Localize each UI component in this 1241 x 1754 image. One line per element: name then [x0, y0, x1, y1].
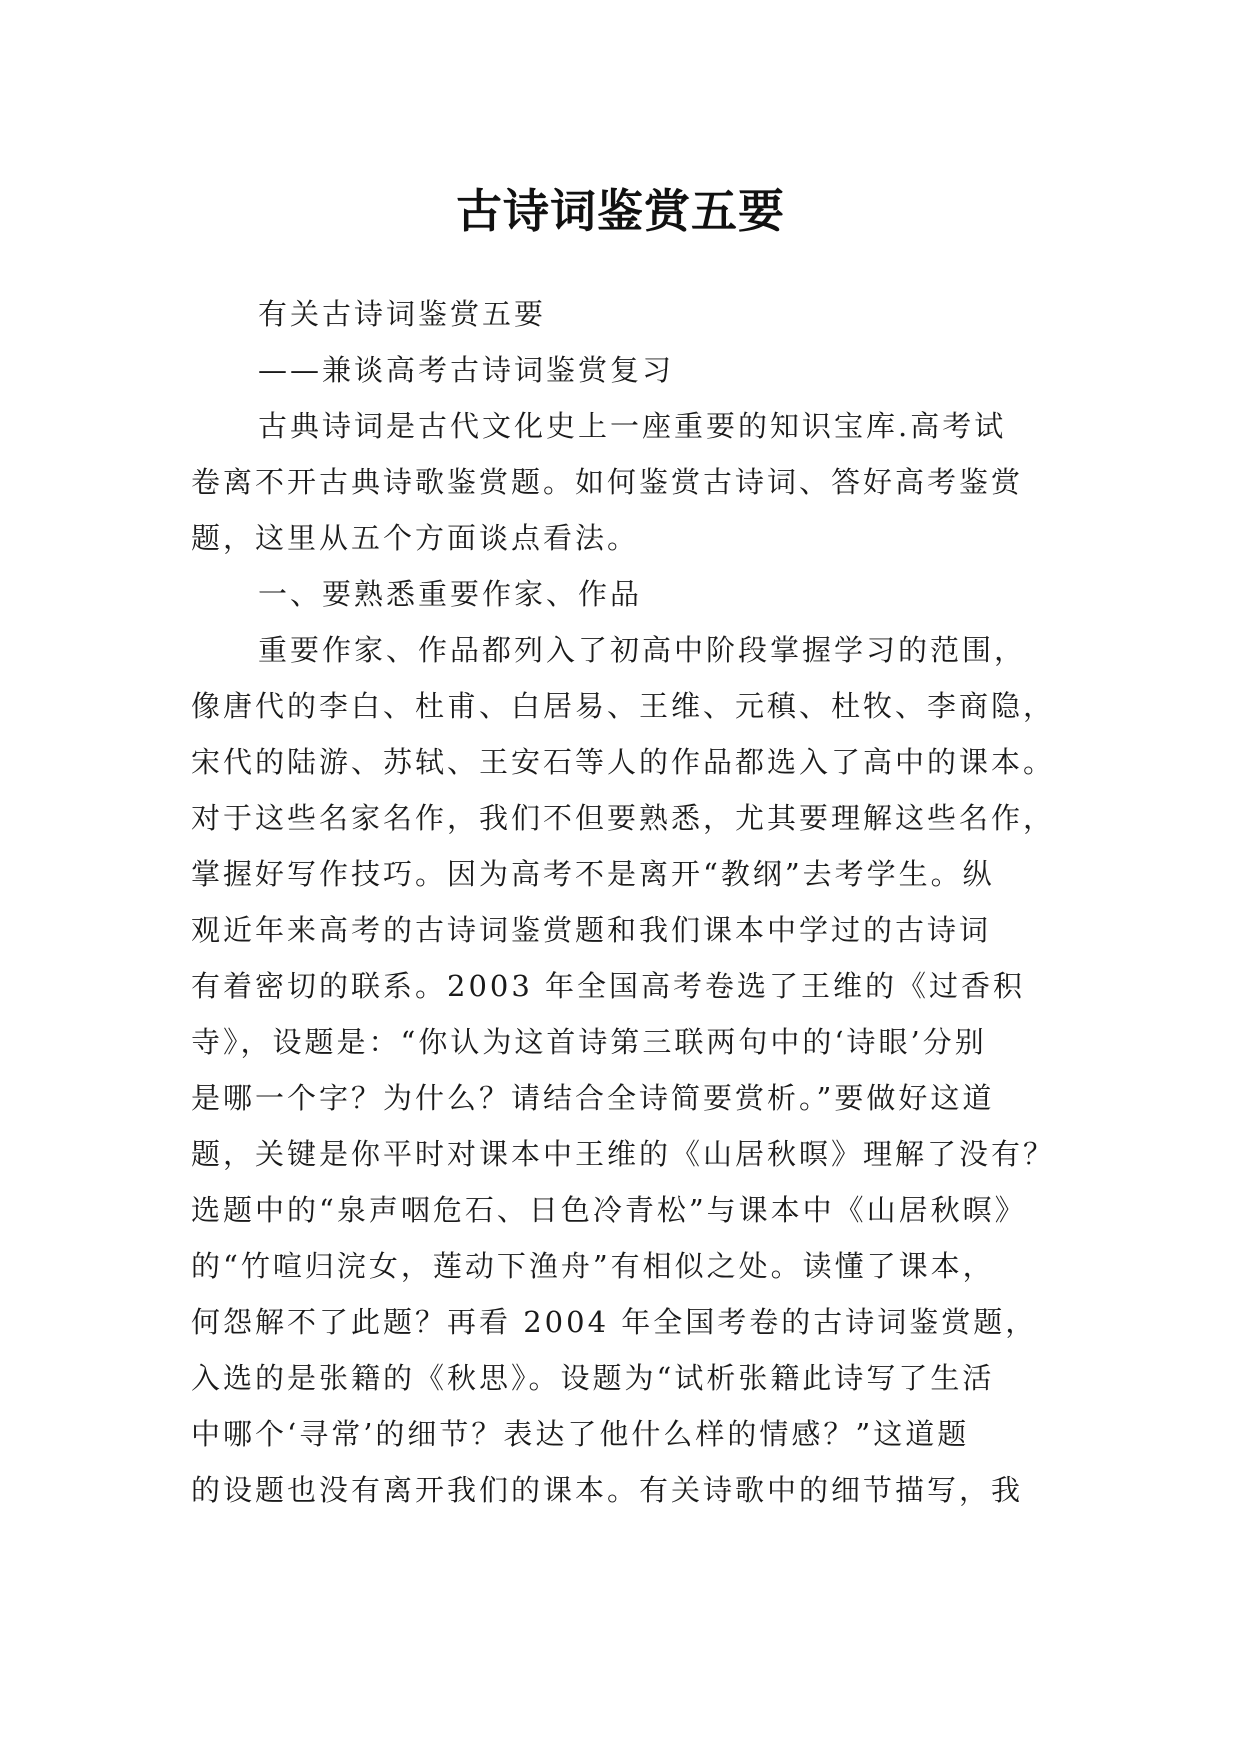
paragraph-line: 题，关键是你平时对课本中王维的《山居秋暝》理解了没有？: [191, 1137, 1056, 1171]
paragraph-line: 重要作家、作品都列入了初高中阶段掌握学习的范围，: [258, 633, 1027, 667]
subtitle-line: 有关古诗词鉴赏五要: [258, 297, 547, 331]
paragraph-line: 古典诗词是古代文化史上一座重要的知识宝库.高考试: [258, 409, 1007, 443]
paragraph-line: 寺》，设题是：“你认为这首诗第三联两句中的‘诗眼’分别: [191, 1025, 987, 1059]
paragraph-line: 像唐代的李白、杜甫、白居易、王维、元稹、杜牧、李商隐，: [191, 689, 1056, 723]
paragraph-line: 是哪一个字？为什么？请结合全诗简要赏析。”要做好这道: [191, 1081, 995, 1115]
paragraph-line: 中哪个‘寻常’的细节？表达了他什么样的情感？”这道题: [191, 1417, 970, 1451]
document-body: [191, 286, 1061, 1518]
paragraph-line: 题，这里从五个方面谈点看法。: [191, 521, 640, 555]
section-heading: 一、要熟悉重要作家、作品: [258, 577, 643, 611]
paragraph-line: 的设题也没有离开我们的课本。有关诗歌中的细节描写，我: [191, 1473, 1024, 1507]
paragraph-line: 有着密切的联系。2003 年全国高考卷选了王维的《过香积: [191, 969, 1026, 1003]
paragraph-line: 入选的是张籍的《秋思》。设题为“试析张籍此诗写了生活: [191, 1361, 995, 1395]
paragraph-line: 何怨解不了此题？再看 2004 年全国考卷的古诗词鉴赏题，: [191, 1305, 1038, 1339]
paragraph-line: 卷离不开古典诗歌鉴赏题。如何鉴赏古诗词、答好高考鉴赏: [191, 465, 1024, 499]
paragraph-line: 选题中的“泉声咽危石、日色冷青松”与课本中《山居秋暝》: [191, 1193, 1027, 1227]
subtitle-line: ——兼谈高考古诗词鉴赏复习: [258, 353, 675, 387]
paragraph-line: 宋代的陆游、苏轼、王安石等人的作品都选入了高中的课本。: [191, 745, 1056, 779]
paragraph-line: 的“竹喧归浣女，莲动下渔舟”有相似之处。读懂了课本，: [191, 1249, 995, 1283]
paragraph-line: 对于这些名家名作，我们不但要熟悉，尤其要理解这些名作，: [191, 801, 1056, 835]
paragraph-line: 观近年来高考的古诗词鉴赏题和我们课本中学过的古诗词: [191, 913, 992, 947]
paragraph-line: 掌握好写作技巧。因为高考不是离开“教纲”去考学生。纵: [191, 857, 995, 891]
document-title: 古诗词鉴赏五要: [456, 183, 785, 238]
